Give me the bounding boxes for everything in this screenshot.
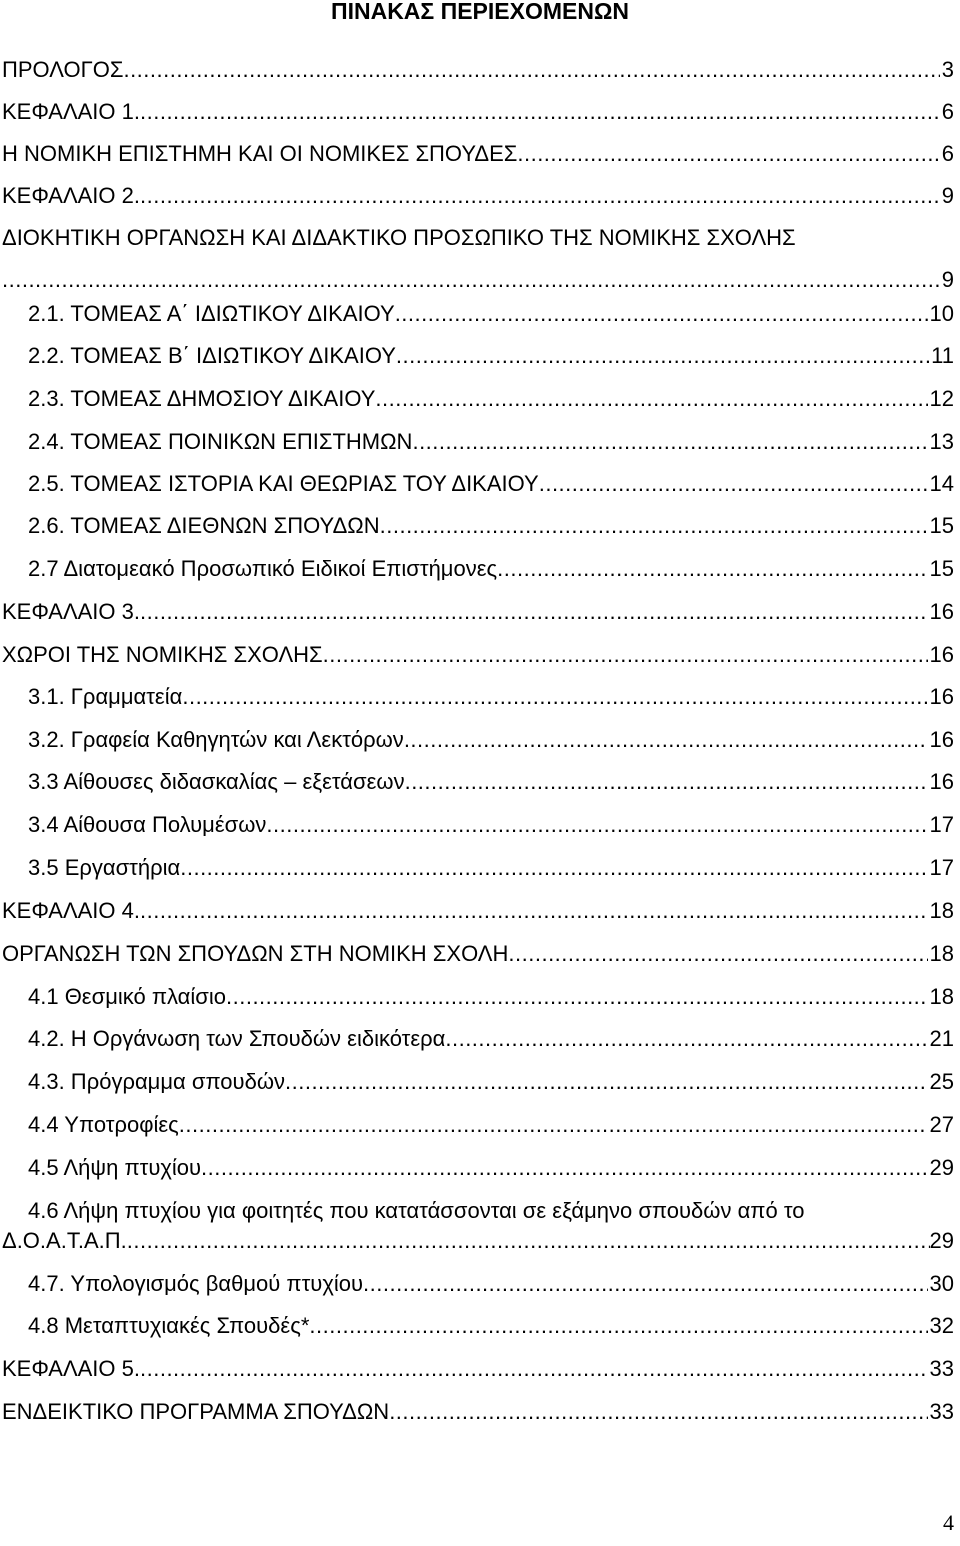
- toc-entry-label: 4.7. Υπολογισμός βαθμού πτυχίου: [28, 1271, 364, 1296]
- toc-leader-dots: [309, 1311, 927, 1341]
- toc-entry-page: 21: [929, 1026, 954, 1051]
- toc-entry-label: ΚΕΦΑΛΑΙΟ 4.: [2, 898, 140, 923]
- toc-leader-dots: [539, 469, 928, 499]
- toc-entry-page: 15: [929, 556, 954, 581]
- toc-entry-page: 18: [929, 898, 954, 923]
- toc-entry-page: 16: [929, 769, 954, 794]
- toc-entry-2-1[interactable]: [28, 299, 954, 329]
- toc-entry-3-5[interactable]: [28, 853, 954, 883]
- toc-leader-dots: [140, 181, 940, 211]
- toc-entry-2-3[interactable]: [28, 384, 954, 414]
- toc-leader-dots: [396, 341, 929, 371]
- toc-entry-label: ΔΙΟΚΗΤΙΚΗ ΟΡΓΑΝΩΣΗ ΚΑΙ ΔΙΔΑΚΤΙΚΟ ΠΡΟΣΩΠΙΚΟ ΤΗΣ ΝΟΜΙΚΗΣ ΣΧΟΛΗΣ: [2, 225, 796, 250]
- toc-entry-school-spaces[interactable]: [2, 640, 954, 670]
- toc-entry-page: 13: [929, 429, 954, 454]
- toc-leader-dots: [2, 265, 942, 295]
- toc-entry-label: 4.1 Θεσμικό πλαίσιο: [28, 984, 226, 1009]
- toc-entry-page: 16: [929, 727, 954, 752]
- toc-entry-3-2[interactable]: [28, 725, 954, 755]
- toc-entry-label: ΧΩΡΟΙ ΤΗΣ ΝΟΜΙΚΗΣ ΣΧΟΛΗΣ: [2, 642, 323, 667]
- toc-entry-label: 4.4 Υποτροφίες: [28, 1112, 179, 1137]
- toc-entry-label: ΠΡΟΛΟΓΟΣ: [2, 57, 124, 82]
- toc-entry-page: 16: [929, 642, 954, 667]
- toc-entry-label: 3.4 Αίθουσα Πολυμέσων: [28, 812, 267, 837]
- toc-entry-page: 29: [929, 1228, 954, 1253]
- toc-leader-dots: [123, 55, 939, 85]
- toc-entry-4-3[interactable]: [28, 1067, 954, 1097]
- toc-entry-4-8[interactable]: [28, 1311, 954, 1341]
- toc-entry-3-4[interactable]: [28, 810, 954, 840]
- toc-entry-page: 15: [929, 513, 954, 538]
- toc-leader-dots: [285, 1067, 928, 1097]
- toc-entry-label: ΚΕΦΑΛΑΙΟ 1.: [2, 99, 140, 124]
- toc-entry-label: 3.3 Αίθουσες διδασκαλίας – εξετάσεων: [28, 769, 405, 794]
- toc-entry-label: 2.6. ΤΟΜΕΑΣ ΔΙΕΘΝΩΝ ΣΠΟΥΔΩΝ: [28, 513, 380, 538]
- toc-entry-label: 3.1. Γραμματεία: [28, 684, 183, 709]
- toc-leader-dots: [517, 139, 939, 169]
- toc-entry-page: 14: [929, 471, 954, 496]
- toc-entry-legal-science[interactable]: [2, 139, 954, 169]
- toc-entry-page: 30: [929, 1271, 954, 1296]
- toc-entry-page: 6: [941, 99, 954, 124]
- toc-entry-2-7[interactable]: [28, 554, 954, 584]
- toc-entry-administration[interactable]: [2, 223, 954, 295]
- toc-entry-chapter-5[interactable]: [2, 1354, 954, 1384]
- toc-entry-label: ΟΡΓΑΝΩΣΗ ΤΩΝ ΣΠΟΥΔΩΝ ΣΤΗ ΝΟΜΙΚΗ ΣΧΟΛΗ: [2, 941, 509, 966]
- toc-entry-page: 9: [941, 183, 954, 208]
- toc-entry-page: 3: [941, 57, 954, 82]
- page-number: 4: [943, 1510, 954, 1535]
- toc-entry-label-cont: Δ.Ο.Α.Τ.Α.Π.: [2, 1228, 127, 1253]
- toc-entry-3-3[interactable]: [28, 767, 954, 797]
- toc-leader-dots: [226, 982, 928, 1012]
- toc-entry-page: 32: [929, 1313, 954, 1338]
- toc-entry-page: 27: [929, 1112, 954, 1137]
- toc-title: ΠΙΝΑΚΑΣ ΠΕΡΙΕΧΟΜΕΝΩΝ: [330, 0, 630, 24]
- toc-leader-dots: [140, 1354, 928, 1384]
- toc-leader-dots: [323, 640, 928, 670]
- toc-leader-dots: [508, 939, 927, 969]
- toc-entry-label: ΚΕΦΑΛΑΙΟ 2.: [2, 183, 140, 208]
- toc-entry-4-7[interactable]: [28, 1269, 954, 1299]
- toc-entry-label: 2.1. ΤΟΜΕΑΣ Α΄ ΙΔΙΩΤΙΚΟΥ ΔΙΚΑΙΟΥ: [28, 301, 395, 326]
- toc-entry-4-4[interactable]: [28, 1110, 954, 1140]
- toc-entry-label: 2.4. ΤΟΜΕΑΣ ΠΟΙΝΙΚΩΝ ΕΠΙΣΤΗΜΩΝ: [28, 429, 413, 454]
- toc-entry-page: 33: [929, 1356, 954, 1381]
- toc-leader-dots: [363, 1269, 927, 1299]
- toc-entry-4-1[interactable]: [28, 982, 954, 1012]
- toc-leader-dots: [201, 1153, 927, 1183]
- toc-leader-dots: [179, 1110, 928, 1140]
- toc-entry-2-4[interactable]: [28, 427, 954, 457]
- toc-leader-dots: [140, 896, 928, 926]
- toc-leader-dots: [395, 299, 928, 329]
- toc-entry-page: 33: [929, 1399, 954, 1424]
- toc-entry-2-2[interactable]: [28, 341, 954, 371]
- toc-entry-label: 2.2. ΤΟΜΕΑΣ Β΄ ΙΔΙΩΤΙΚΟΥ ΔΙΚΑΙΟΥ: [28, 343, 396, 368]
- toc-entry-label: ΚΕΦΑΛΑΙΟ 3.: [2, 599, 140, 624]
- toc-entry-label: 4.8 Μεταπτυχιακές Σπουδές*: [28, 1313, 310, 1338]
- toc-leader-dots: [412, 427, 927, 457]
- toc-entry-label: ΕΝΔΕΙΚΤΙΚΟ ΠΡΟΓΡΑΜΜΑ ΣΠΟΥΔΩΝ: [2, 1399, 390, 1424]
- toc-leader-dots: [497, 554, 927, 584]
- toc-leader-dots: [404, 725, 928, 755]
- toc-entry-2-5[interactable]: [28, 469, 954, 499]
- toc-entry-page: 10: [929, 301, 954, 326]
- toc-entry-label: 2.3. ΤΟΜΕΑΣ ΔΗΜΟΣΙΟΥ ΔΙΚΑΙΟΥ: [28, 386, 376, 411]
- toc-entry-page: 29: [929, 1155, 954, 1180]
- toc-entry-page: 6: [941, 141, 954, 166]
- toc-entry-chapter-2[interactable]: [2, 181, 954, 211]
- toc-entry-chapter-3[interactable]: [2, 597, 954, 627]
- toc-entry-4-5[interactable]: [28, 1153, 954, 1183]
- toc-entry-chapter-4[interactable]: [2, 896, 954, 926]
- toc-entry-label: 4.6 Λήψη πτυχίου για φοιτητές που κατατάσσονται σε εξάμηνο σπουδών από το: [28, 1198, 805, 1223]
- toc-entry-page: 25: [929, 1069, 954, 1094]
- toc-leader-dots: [182, 682, 927, 712]
- toc-entry-2-6[interactable]: [28, 511, 954, 541]
- toc-entry-page: 9: [941, 267, 954, 292]
- toc-entry-label: 4.5 Λήψη πτυχίου: [28, 1155, 202, 1180]
- toc-leader-dots: [266, 810, 927, 840]
- toc-entry-label: 4.2. Η Οργάνωση των Σπουδών ειδικότερα: [28, 1026, 446, 1051]
- toc-entry-label: 3.5 Εργαστήρια: [28, 855, 181, 880]
- toc-leader-dots: [445, 1024, 927, 1054]
- toc-entry-label: 3.2. Γραφεία Καθηγητών και Λεκτόρων: [28, 727, 404, 752]
- toc-entry-label: 2.5. ΤΟΜΕΑΣ ΙΣΤΟΡΙΑ ΚΑΙ ΘΕΩΡΙΑΣ ΤΟΥ ΔΙΚΑΙΟΥ: [28, 471, 539, 496]
- toc-entry-label: ΚΕΦΑΛΑΙΟ 5.: [2, 1356, 140, 1381]
- toc-entry-3-1[interactable]: [28, 682, 954, 712]
- toc-leader-dots: [380, 511, 928, 541]
- toc-entry-indicative-program[interactable]: [2, 1397, 954, 1427]
- toc-leader-dots: [180, 853, 927, 883]
- toc-entry-page: 17: [929, 812, 954, 837]
- toc-leader-dots: [405, 767, 928, 797]
- toc-entry-study-organization[interactable]: [2, 939, 954, 969]
- toc-entry-page: 18: [929, 941, 954, 966]
- toc-entry-prologue[interactable]: [2, 55, 954, 85]
- toc-entry-4-2[interactable]: [28, 1024, 954, 1054]
- toc-entry-page: 12: [929, 386, 954, 411]
- toc-entry-page: 16: [929, 684, 954, 709]
- toc-entry-label: 2.7 Διατομεακό Προσωπικό Ειδικοί Επιστήμονες: [28, 556, 498, 581]
- toc-leader-dots: [140, 597, 928, 627]
- toc-entry-page: 17: [929, 855, 954, 880]
- toc-entry-page: 18: [929, 984, 954, 1009]
- toc-leader-dots: [375, 384, 927, 414]
- toc-entry-page: 11: [931, 343, 954, 368]
- toc-entry-page: 16: [929, 599, 954, 624]
- toc-leader-dots: [127, 1226, 930, 1256]
- toc-entry-label: 4.3. Πρόγραμμα σπουδών: [28, 1069, 285, 1094]
- toc-leader-dots: [140, 97, 940, 127]
- toc-entry-chapter-1[interactable]: [2, 97, 954, 127]
- toc-entry-4-6[interactable]: [2, 1196, 954, 1256]
- toc-entry-label: Η ΝΟΜΙΚΗ ΕΠΙΣΤΗΜΗ ΚΑΙ ΟΙ ΝΟΜΙΚΕΣ ΣΠΟΥΔΕΣ: [2, 141, 518, 166]
- toc-leader-dots: [389, 1397, 927, 1427]
